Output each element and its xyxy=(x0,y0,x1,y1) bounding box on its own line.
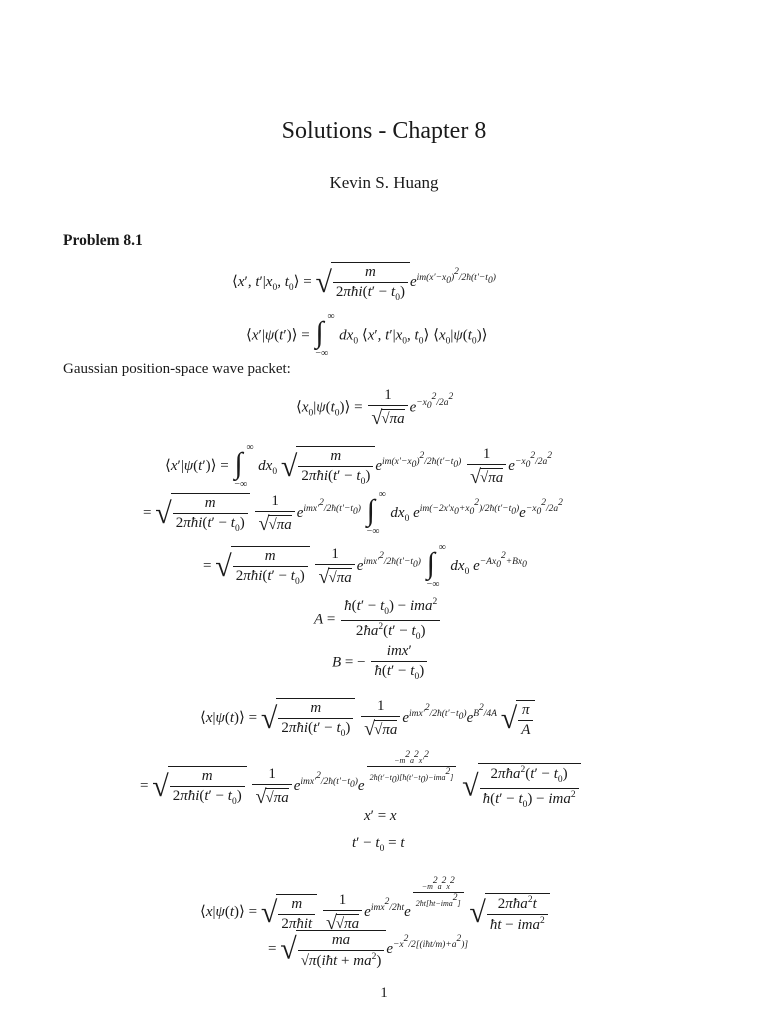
equation-expand: = √ $\frac{m}{2\pi ħi(t' - t_0)}$ $\frac{1}{√√\pi a}$ $e^{imx'^2/2ħ(t'-t_0)}$ ∫ ∞ −∞ $dx_0$ $e^{im(-2x'x_0+x_0^2)/2ħ(t'-t_0)}e^{-x_0^2/2a^2}$ xyxy=(143,488,563,537)
equation-gaussian-integral-form: = √ $\frac{m}{2\pi ħi(t' - t_0)}$ $\frac{1}{√√\pi a}$ $e^{imx'^2/2ħ(t'-t_0)}$ ∫ ∞ −∞ $dx_0$ $e^{-Ax_0^2+Bx_0}$ xyxy=(203,541,527,590)
equation-final: = √ $\frac{ma}{√\pi(iħt + ma^2)}$ $e^{-x^2/2[(iħt/m)+a^2)]}$ xyxy=(268,932,469,969)
equation-simplified: ⟨x|ψ(t)⟩ = √ $\frac{m}{\text{2πħit}}$ $\frac{1}{√√\pi a}$ $e^{imx^2/2ħt}e$ $\frac{-m^2a^2x^2}{2ħt[ħt-ima^2]}$ √ $\frac{2\pi ħa^2t}{ħt - ima^2}$ xyxy=(200,877,550,933)
equation-a-definition: A = $\frac{ħ(t' - t_0) - ima^2}{2ħa^2(t' - t_0)}$ xyxy=(314,598,442,642)
document-title: Solutions - Chapter 8 xyxy=(281,118,487,144)
problem-heading: Problem 8.1 xyxy=(63,232,143,249)
equation-t-prime: $t' - t_0 = t$ xyxy=(352,835,405,854)
page-number: 1 xyxy=(380,985,388,1001)
equation-gaussian-packet: $⟨x_0|\psi(t_0)⟩$ = $\frac{1}{√√\pi a}$ $e^{-x_0^2/2a^2}$ xyxy=(296,387,454,429)
author-name: Kevin S. Huang xyxy=(329,173,439,192)
equation-propagator: ⟨x′, $t'|x_0$, $t_0⟩$ = √ $\frac{m}{2\pi ħi(t' - t_0)}$ $e^{im(x'-x_0)^2/2ħ(t'-t_0)}$ xyxy=(232,264,496,303)
equation-expanded-result: = √ $\frac{m}{2\pi ħi(t' - t_0)}$ $\frac{1}{√√\pi a}$ $e^{imx'^2/2ħ(t'-t_0)}e$ $\frac{-m^2a^2x'^2}{2ħ(t'-t_0)[ħ(t'-t_0)-ima^2]}$ √ $\frac{2\pi ħa^2(t' - t_0)}{ħ(t' - t_0) - ima^2}$ xyxy=(140,751,581,810)
gaussian-text: Gaussian position-space wave packet: xyxy=(63,361,291,377)
equation-substitution: ⟨x′|ψ(t′)⟩ = ∫ ∞ −∞ $dx_0$ √ $\frac{m}{2\pi ħi(t' - t_0)}$ $e^{im(x'-x_0)^2/2ħ(t'-t_0)}$ $\frac{1}{√√\pi a}$ $e^{-x_0^2/2a^2}$ xyxy=(165,441,552,490)
equation-b-definition: B = − $\frac{\text{imx′}}{ħ(t' - t_0)}$ xyxy=(332,644,429,683)
equation-x-prime: x′ = x xyxy=(364,808,397,824)
equation-time-evolution: ⟨x′|ψ(t′)⟩ = ∫ ∞ −∞ $dx_0$ ⟨x′, $t'|x_0$, $t_0⟩$ $⟨x_0|\psi(t_0)⟩$ xyxy=(246,311,488,359)
equation-integrated: ⟨x|ψ(t)⟩ = √ $\frac{m}{2\pi ħi(t' - t_0)}$ $\frac{1}{√√\pi a}$ $e^{imx'^2/2ħ(t'-t_0)}e^{B^2/4A}$ √ $\frac{\pi}{A}$ xyxy=(200,698,535,740)
